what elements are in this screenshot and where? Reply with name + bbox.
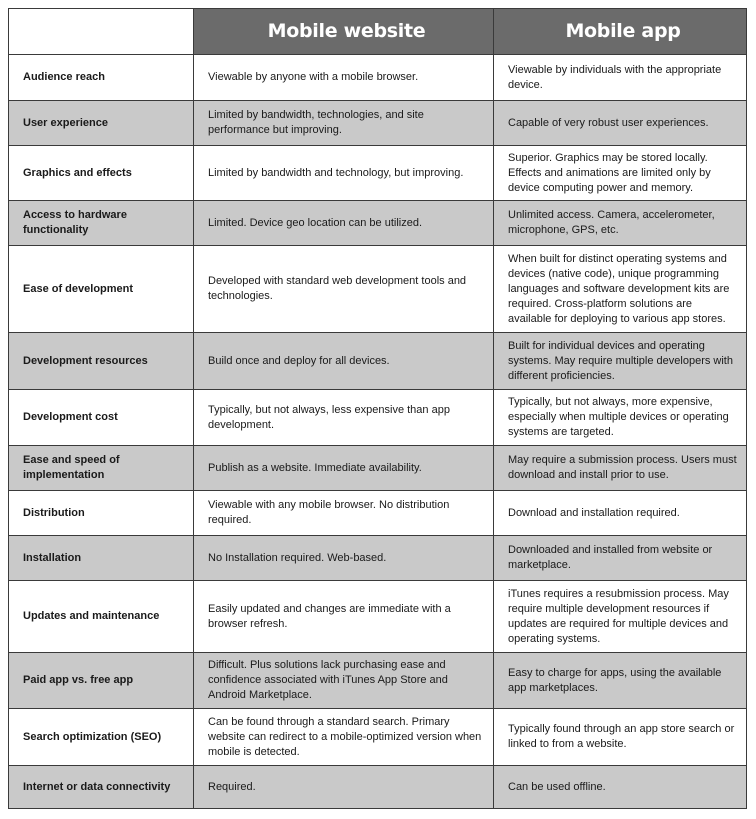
website-cell: Can be found through a standard search. Primary website can redirect to a mobile-optimized version when mobile is detected.: [194, 709, 494, 766]
row-label: Graphics and effects: [9, 146, 194, 201]
row-label: Installation: [9, 536, 194, 581]
comparison-table: [8, 8, 747, 809]
table-row: [9, 581, 747, 653]
app-cell: Typically, but not always, more expensive, especially when multiple devices or operating systems are targeted.: [494, 390, 747, 446]
app-cell: When built for distinct operating systems and devices (native code), unique programming languages and software development kits are required. Cross-platform solutions are available for deploying to various app stores.: [494, 246, 747, 333]
app-cell: May require a submission process. Users must download and install prior to use.: [494, 446, 747, 491]
website-cell: Limited. Device geo location can be utilized.: [194, 201, 494, 246]
table-row: [9, 55, 747, 101]
website-cell: Publish as a website. Immediate availability.: [194, 446, 494, 491]
comparison-table-container: [8, 8, 747, 809]
row-label: User experience: [9, 101, 194, 146]
header-mobile-app: Mobile app: [494, 9, 747, 55]
app-cell: Easy to charge for apps, using the available app marketplaces.: [494, 653, 747, 709]
table-row: [9, 766, 747, 809]
table-row: [9, 333, 747, 390]
row-label: Ease of development: [9, 246, 194, 333]
website-cell: Viewable with any mobile browser. No distribution required.: [194, 491, 494, 536]
header-corner-cell: [9, 9, 194, 55]
app-cell: Typically found through an app store search or linked to from a website.: [494, 709, 747, 766]
row-label: Internet or data connectivity: [9, 766, 194, 809]
row-label: Audience reach: [9, 55, 194, 101]
app-cell: Capable of very robust user experiences.: [494, 101, 747, 146]
website-cell: Build once and deploy for all devices.: [194, 333, 494, 390]
website-cell: Typically, but not always, less expensive than app development.: [194, 390, 494, 446]
website-cell: Easily updated and changes are immediate with a browser refresh.: [194, 581, 494, 653]
table-row: [9, 246, 747, 333]
table-row: [9, 446, 747, 491]
app-cell: Superior. Graphics may be stored locally. Effects and animations are limited only by device computing power and memory.: [494, 146, 747, 201]
row-label: Search optimization (SEO): [9, 709, 194, 766]
table-row: [9, 146, 747, 201]
row-label: Development resources: [9, 333, 194, 390]
table-row: [9, 709, 747, 766]
table-header-row: [9, 9, 747, 55]
website-cell: Difficult. Plus solutions lack purchasing ease and confidence associated with iTunes App Store and Android Marketplace.: [194, 653, 494, 709]
table-row: [9, 536, 747, 581]
app-cell: Built for individual devices and operating systems. May require multiple developers with different proficiencies.: [494, 333, 747, 390]
table-row: [9, 390, 747, 446]
table-row: [9, 201, 747, 246]
app-cell: Can be used offline.: [494, 766, 747, 809]
website-cell: Viewable by anyone with a mobile browser.: [194, 55, 494, 101]
app-cell: Download and installation required.: [494, 491, 747, 536]
header-mobile-website: Mobile website: [194, 9, 494, 55]
row-label: Development cost: [9, 390, 194, 446]
table-row: [9, 101, 747, 146]
row-label: Access to hardware functionality: [9, 201, 194, 246]
website-cell: Limited by bandwidth and technology, but improving.: [194, 146, 494, 201]
website-cell: Required.: [194, 766, 494, 809]
row-label: Paid app vs. free app: [9, 653, 194, 709]
website-cell: No Installation required. Web-based.: [194, 536, 494, 581]
app-cell: iTunes requires a resubmission process. May require multiple development resources if updates are required for multiple devices and operating systems.: [494, 581, 747, 653]
row-label: Distribution: [9, 491, 194, 536]
app-cell: Unlimited access. Camera, accelerometer, microphone, GPS, etc.: [494, 201, 747, 246]
row-label: Ease and speed of implementation: [9, 446, 194, 491]
table-row: [9, 653, 747, 709]
app-cell: Viewable by individuals with the appropriate device.: [494, 55, 747, 101]
table-row: [9, 491, 747, 536]
website-cell: Limited by bandwidth, technologies, and site performance but improving.: [194, 101, 494, 146]
row-label: Updates and maintenance: [9, 581, 194, 653]
app-cell: Downloaded and installed from website or marketplace.: [494, 536, 747, 581]
website-cell: Developed with standard web development tools and technologies.: [194, 246, 494, 333]
